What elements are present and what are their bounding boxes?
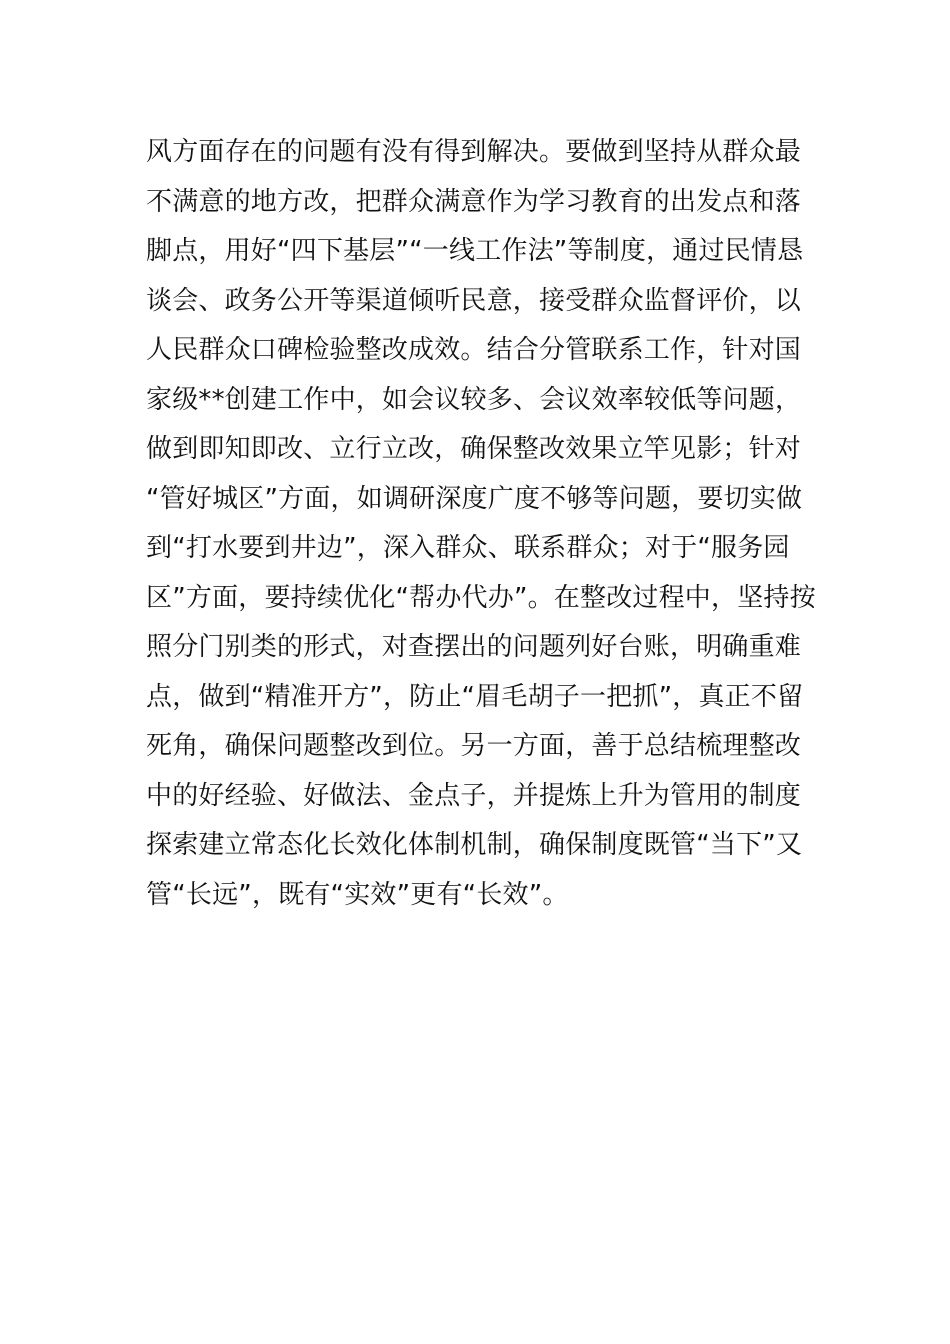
paragraph-line: 死角，确保问题整改到位。另一方面，善于总结梳理整改 (146, 731, 802, 761)
paragraph-line: 不满意的地方改，把群众满意作为学习教育的出发点和落 (146, 186, 802, 217)
paragraph-line: 家级**创建工作中，如会议较多、会议效率较低等问题， (146, 384, 802, 415)
paragraph-line: 风方面存在的问题有没有得到解决。要做到坚持从群众最 (146, 137, 802, 167)
paragraph-line: 到“打水要到井边”，深入群众、联系群众；对于“服务园 (146, 533, 790, 563)
paragraph-line: 人民群众口碑检验整改成效。结合分管联系工作，针对国 (146, 335, 802, 365)
paragraph-line: 区”方面，要持续优化“帮办代办”。在整改过程中，坚持按 (146, 582, 816, 613)
paragraph-line: 中的好经验、好做法、金点子，并提炼上升为管用的制度 (146, 780, 802, 811)
paragraph-line: 谈会、政务公开等渠道倾听民意，接受群众监督评价，以 (146, 285, 802, 316)
paragraph-line: 照分门别类的形式，对查摆出的问题列好台账，明确重难 (146, 632, 802, 662)
paragraph-line: “管好城区”方面，如调研深度广度不够等问题，要切实做 (146, 483, 803, 514)
paragraph-line: 探索建立常态化长效化体制机制，确保制度既管“当下”又 (146, 830, 803, 860)
paragraph-line: 管“长远”，既有“实效”更有“长效”。 (146, 879, 569, 910)
paragraph-line: 做到即知即改、立行立改，确保整改效果立竿见影；针对 (146, 434, 802, 464)
paragraph-line: 点，做到“精准开方”，防止“眉毛胡子一把抓”，真正不留 (146, 681, 804, 712)
paragraph-line: 脚点，用好“四下基层”“一线工作法”等制度，通过民情恳 (146, 236, 804, 266)
body-paragraph (146, 128, 816, 920)
